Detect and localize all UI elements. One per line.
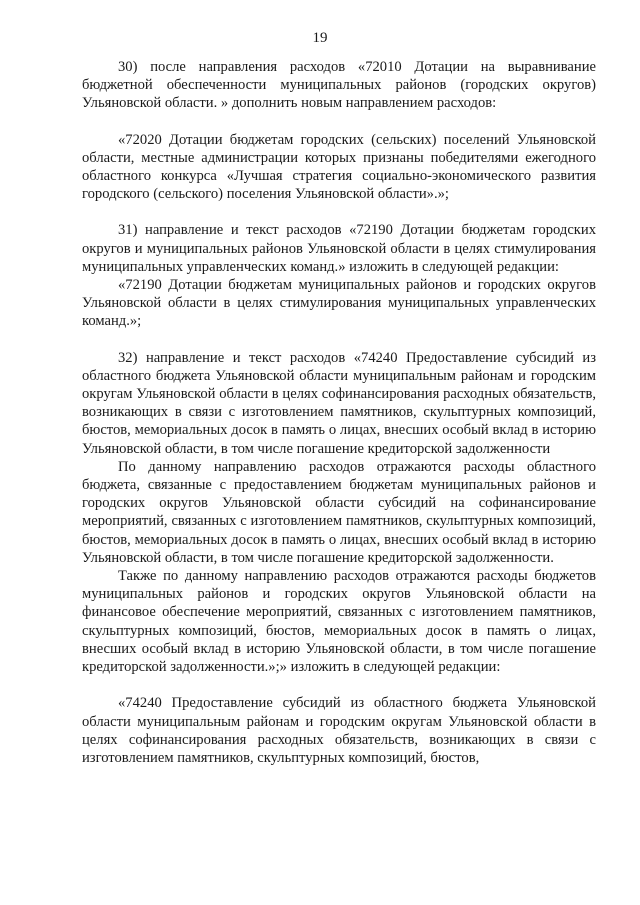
paragraph-74240-quote: «74240 Предоставление субсидий из областного бюджета Ульяновской области муниципальным районам и городским округам Ульяновской области в целях софинансирования расходных обязательств, возникающих в связи с изготовлением памятников, скульптурных композиций, бюстов, (82, 695, 596, 766)
paragraph-32: 32) направление и текст расходов «74240 Предоставление субсидий из областного бюджета Ульяновской области муниципальным районам и городским округам Ульяновской области в целях софинансирования расходных обязательств, возникающих в связи с изготовлением памятников, скульптурных композиций, бюстов, мемориальных досок в память о лицах, внесших особый вклад в историю Ульяновской области, в том числе погашение кредиторской задолженности (82, 349, 596, 457)
paragraph-31: 31) направление и текст расходов «72190 Дотации бюджетам городских округов и муниципальных районов Ульяновской области в целях стимулирования муниципальных управленческих команд.» изложить в следующей редакции: (82, 222, 596, 275)
paragraph-72020-quote: «72020 Дотации бюджетам городских (сельских) поселений Ульяновской области, местные администрации которых признаны победителями ежегодного областного конкурса «Лучшая стратегия социально-экономического развития городского (сельского) поселения Ульяновской области».»; (82, 131, 596, 203)
document-body (82, 58, 596, 767)
paragraph-30: 30) после направления расходов «72010 Дотации на выравнивание бюджетной обеспеченности муниципальных районов (городских округов) Ульяновской области. » дополнить новым направлением расходов: (82, 59, 596, 112)
page-number: 19 (312, 30, 328, 46)
paragraph-32-detail-2: Также по данному направлению расходов отражаются расходы бюджетов муниципальных районов и городских округов Ульяновской области на финансовое обеспечение мероприятий, связанных с изготовлением памятников, скульптурных композиций, бюстов, мемориальных досок в память о лицах, внесших особый вклад в историю Ульяновской области, в том числе погашение кредиторской задолженности.»;» изложить в следующей редакции: (82, 568, 596, 676)
paragraph-72190-quote: «72190 Дотации бюджетам муниципальных районов и городских округов Ульяновской области в целях стимулирования муниципальных управленческих команд.»; (82, 277, 596, 330)
paragraph-32-detail-1: По данному направлению расходов отражаются расходы областного бюджета, связанные с предоставлением бюджетам муниципальных районов и городских округов Ульяновской области субсидий на софинансирование мероприятий, связанных с изготовлением памятников, скульптурных композиций, бюстов, мемориальных досок в память о лицах, внесших особый вклад в историю Ульяновской области, в том числе погашение кредиторской задолженности. (82, 458, 596, 566)
